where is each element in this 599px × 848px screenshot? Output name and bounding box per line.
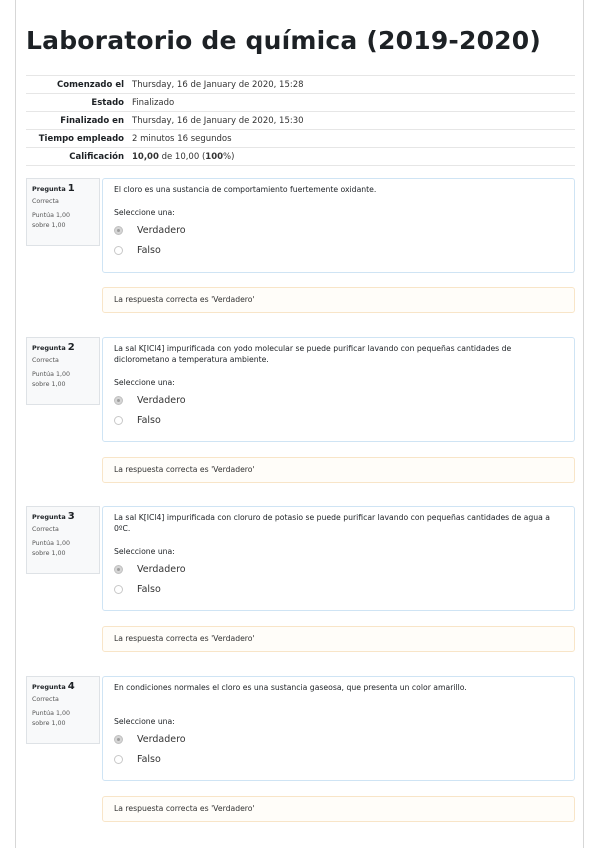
answer-option-true[interactable]	[114, 223, 563, 237]
summary-label: Finalizado en	[26, 112, 128, 130]
answer-prompt: Seleccione una:	[114, 208, 175, 217]
grade-line: sobre 1,00	[32, 381, 66, 388]
option-label: Falso	[137, 414, 161, 426]
radio-selected-icon[interactable]	[114, 735, 123, 744]
answer-option-false[interactable]	[114, 752, 563, 766]
question-number-value: 4	[67, 681, 75, 692]
summary-value: Thursday, 16 de January de 2020, 15:28	[128, 76, 575, 94]
grade-line: Puntúa 1,00	[32, 371, 71, 378]
summary-row-grade	[26, 148, 575, 166]
question-text: La sal K[ICl4] impurificada con cloruro de potasio se puede purificar lavando con pequeñas cantidades de agua a 0ºC.	[114, 513, 551, 533]
question-formulation	[102, 337, 575, 442]
question-feedback: La respuesta correcta es 'Verdadero'	[102, 457, 575, 483]
radio-selected-icon[interactable]	[114, 226, 123, 235]
option-label: Verdadero	[137, 733, 186, 745]
question-label: Pregunta	[32, 344, 66, 352]
question-grade	[32, 539, 94, 559]
option-label: Falso	[137, 244, 161, 256]
summary-value: 2 minutos 16 segundos	[128, 130, 575, 148]
radio-unselected-icon[interactable]	[114, 416, 123, 425]
grade-line: Puntúa 1,00	[32, 710, 71, 717]
answer-option-true[interactable]	[114, 393, 563, 407]
question-grade	[32, 370, 94, 390]
question-state: Correcta	[32, 696, 59, 703]
question-number	[32, 511, 94, 522]
question-label: Pregunta	[32, 683, 66, 691]
summary-label: Comenzado el	[26, 76, 128, 94]
question-info	[26, 178, 100, 246]
question-text: El cloro es una sustancia de comportamiento fuertemente oxidante.	[114, 185, 377, 194]
radio-selected-icon[interactable]	[114, 396, 123, 405]
answer-option-false[interactable]	[114, 413, 563, 427]
radio-unselected-icon[interactable]	[114, 246, 123, 255]
question-feedback: La respuesta correcta es 'Verdadero'	[102, 626, 575, 652]
question-grade	[32, 211, 94, 231]
summary-row-time-taken	[26, 130, 575, 148]
question-state: Correcta	[32, 357, 59, 364]
radio-selected-icon[interactable]	[114, 565, 123, 574]
grade-line: sobre 1,00	[32, 222, 66, 229]
grade-out-of: de 10,00 (	[158, 151, 206, 162]
question-feedback: La respuesta correcta es 'Verdadero'	[102, 287, 575, 313]
answer-option-true[interactable]	[114, 562, 563, 576]
question-label: Pregunta	[32, 185, 66, 193]
answer-prompt: Seleccione una:	[114, 717, 175, 726]
question-number	[32, 342, 94, 353]
grade-line: Puntúa 1,00	[32, 540, 71, 547]
answer-option-false[interactable]	[114, 582, 563, 596]
question-state: Correcta	[32, 526, 59, 533]
question-formulation	[102, 178, 575, 273]
summary-value: Finalizado	[128, 94, 575, 112]
radio-unselected-icon[interactable]	[114, 755, 123, 764]
question-info	[26, 506, 100, 574]
summary-row-finished	[26, 112, 575, 130]
question-number	[32, 681, 94, 692]
question-info	[26, 337, 100, 405]
question-number	[32, 183, 94, 194]
summary-label: Tiempo empleado	[26, 130, 128, 148]
question-text: La sal K[ICl4] impurificada con yodo molecular se puede purificar lavando con pequeñas cantidades de diclorometano a temperatura ambiente.	[114, 344, 512, 364]
radio-unselected-icon[interactable]	[114, 585, 123, 594]
option-label: Falso	[137, 583, 161, 595]
answer-option-true[interactable]	[114, 732, 563, 746]
question-info	[26, 676, 100, 744]
question-grade	[32, 709, 94, 729]
question-text: En condiciones normales el cloro es una sustancia gaseosa, que presenta un color amarillo.	[114, 683, 467, 692]
grade-line: sobre 1,00	[32, 550, 66, 557]
option-label: Verdadero	[137, 394, 186, 406]
page-title: Laboratorio de química (2019-2020)	[26, 26, 541, 55]
question-formulation	[102, 676, 575, 781]
question-number-value: 2	[67, 342, 75, 353]
question-label: Pregunta	[32, 513, 66, 521]
summary-label: Calificación	[26, 148, 128, 166]
summary-label: Estado	[26, 94, 128, 112]
answer-prompt: Seleccione una:	[114, 378, 175, 387]
summary-grade-value	[128, 148, 575, 166]
answer-option-false[interactable]	[114, 243, 563, 257]
option-label: Verdadero	[137, 224, 186, 236]
grade-percent-sign: %)	[223, 151, 235, 162]
summary-row-state	[26, 94, 575, 112]
attempt-summary-table	[26, 75, 575, 166]
grade-line: sobre 1,00	[32, 720, 66, 727]
question-state: Correcta	[32, 198, 59, 205]
answer-prompt: Seleccione una:	[114, 547, 175, 556]
summary-value: Thursday, 16 de January de 2020, 15:30	[128, 112, 575, 130]
question-number-value: 3	[67, 511, 75, 522]
question-formulation	[102, 506, 575, 611]
grade-line: Puntúa 1,00	[32, 212, 71, 219]
grade-percent: 100	[205, 151, 224, 162]
question-number-value: 1	[67, 183, 75, 194]
question-feedback: La respuesta correcta es 'Verdadero'	[102, 796, 575, 822]
summary-row-started	[26, 76, 575, 94]
option-label: Verdadero	[137, 563, 186, 575]
grade-score: 10,00	[132, 151, 159, 162]
option-label: Falso	[137, 753, 161, 765]
